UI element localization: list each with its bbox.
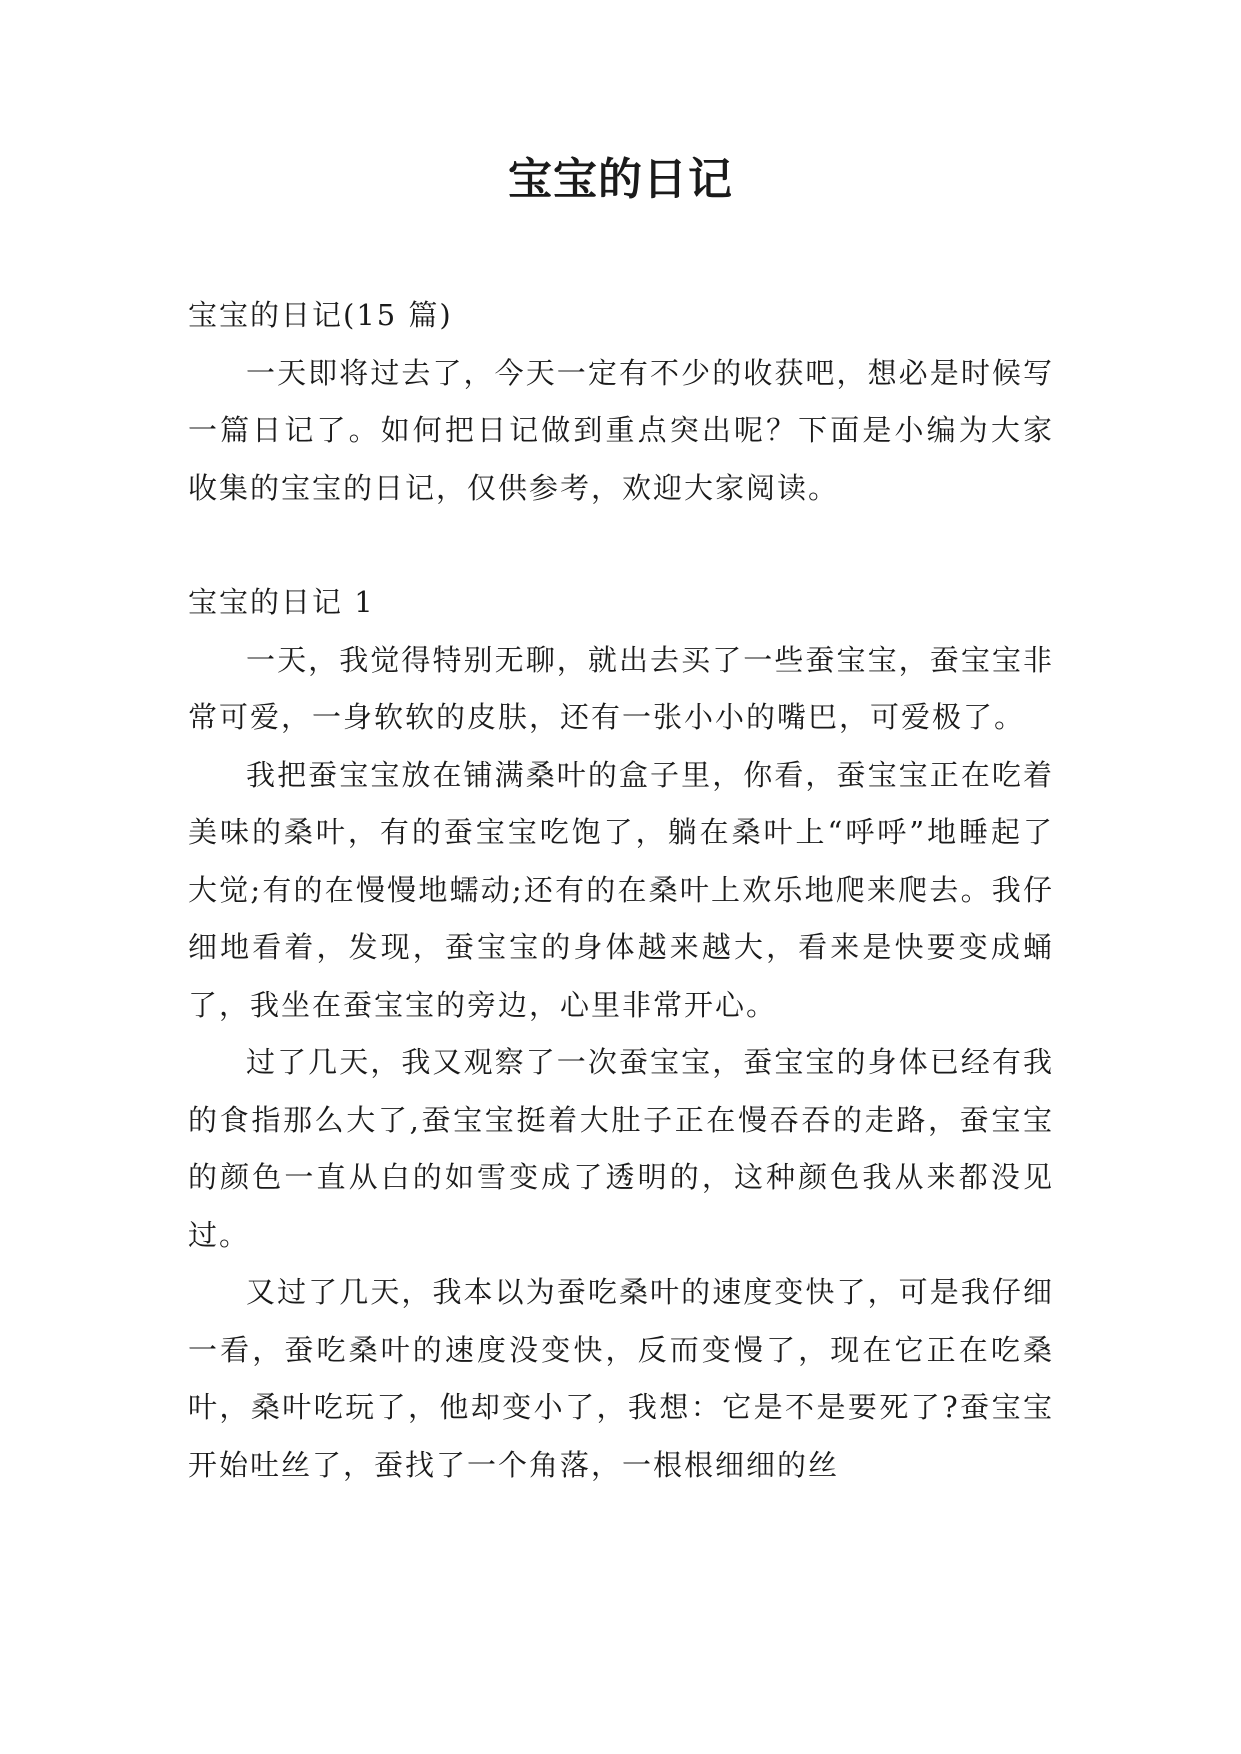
document-title: 宝宝的日记: [508, 154, 733, 205]
body-paragraph: 过了几天，我又观察了一次蚕宝宝，蚕宝宝的身体已经有我的食指那么大了,蚕宝宝挺着大肚子正在慢吞吞的走路，蚕宝宝的颜色一直从白的如雪变成了透明的，这种颜色我从来都没见过。: [188, 1045, 1054, 1252]
collection-subtitle: 宝宝的日记(15 篇): [188, 298, 453, 332]
section-spacer: [188, 517, 1054, 574]
document-body: [188, 287, 1054, 1494]
body-paragraph: 我把蚕宝宝放在铺满桑叶的盒子里，你看，蚕宝宝正在吃着美味的桑叶，有的蚕宝宝吃饱了，躺在桑叶上“呼呼”地睡起了大觉;有的在慢慢地蠕动;还有的在桑叶上欢乐地爬来爬去。我仔细地看着，发现，蚕宝宝的身体越来越大，看来是快要变成蛹了，我坐在蚕宝宝的旁边，心里非常开心。: [188, 757, 1054, 1022]
intro-paragraph: 一天即将过去了，今天一定有不少的收获吧，想必是时候写一篇日记了。如何把日记做到重点突出呢？下面是小编为大家收集的宝宝的日记，仅供参考，欢迎大家阅读。: [188, 355, 1054, 505]
body-paragraph: 又过了几天，我本以为蚕吃桑叶的速度变快了，可是我仔细一看，蚕吃桑叶的速度没变快，反而变慢了，现在它正在吃桑叶，桑叶吃玩了，他却变小了，我想：它是不是要死了?蚕宝宝开始吐丝了，蚕找了一个角落，一根根细细的丝: [188, 1275, 1054, 1482]
body-paragraph: 一天，我觉得特别无聊，就出去买了一些蚕宝宝，蚕宝宝非常可爱，一身软软的皮肤，还有一张小小的嘴巴，可爱极了。: [188, 642, 1054, 734]
section-heading: 宝宝的日记 1: [188, 585, 375, 619]
